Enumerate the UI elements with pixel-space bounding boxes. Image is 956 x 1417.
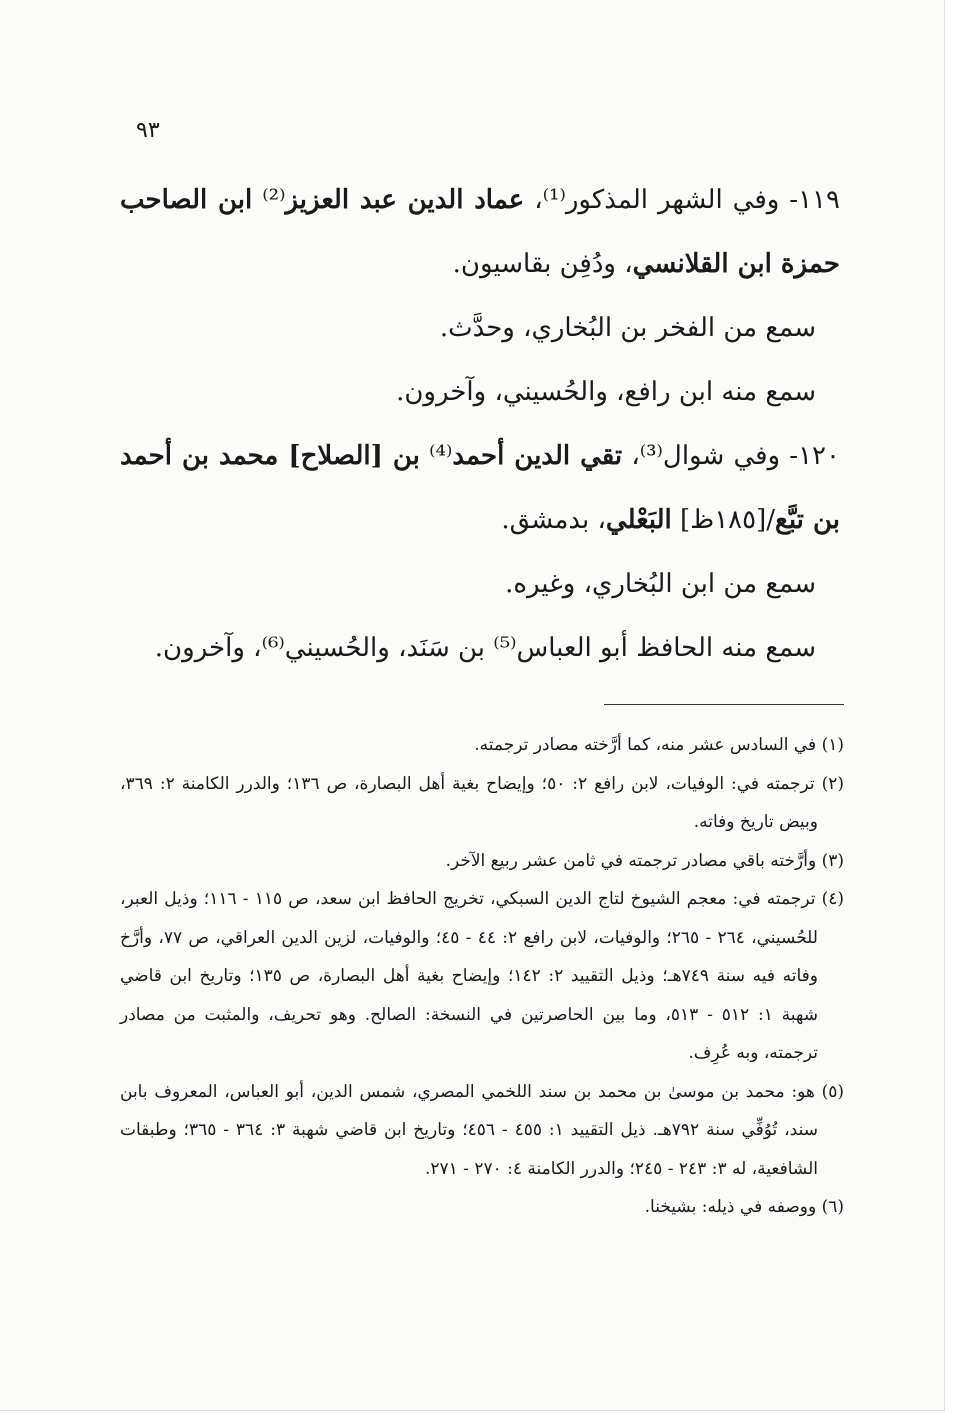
entry-text: ⁽⁴⁾ <box>419 441 453 471</box>
folio-marker: /[١٨٥ظ] <box>671 505 775 535</box>
entry-text: وفي شوال⁽³⁾، <box>622 441 790 471</box>
entry-number: ١٢٠- <box>789 441 840 471</box>
entry-119 <box>120 168 840 296</box>
heard-by-line: سمع منه الحافظ أبو العباس⁽⁵⁾ بن سَنَد، والحُسيني⁽⁶⁾، وآخرون. <box>154 633 816 663</box>
footnotes <box>120 726 844 1227</box>
person-lineage: ابن الصاحب حمزة ابن القلانسي <box>120 185 840 279</box>
page-number: ٩٣ <box>136 118 160 143</box>
entry-number: ١١٩- <box>789 185 840 215</box>
entry-text: ، ودُفِن بقاسيون. <box>452 249 633 279</box>
person-nisba: البَعْلي <box>605 505 672 535</box>
person-name: عماد الدين عبد العزيز <box>285 185 525 215</box>
entry-text: وفي الشهر المذكور⁽¹⁾، <box>524 185 790 215</box>
footnote: (٢) ترجمته في: الوفيات، لابن رافع ٢: ٥٠؛ وإيضاح بغية أهل البصارة، ص ١٣٦؛ والدرر الكامنة ٢: ٣٦٩، وبيض تاريخ وفاته. <box>120 773 844 832</box>
footnote: (٥) هو: محمد بن موسىٰ بن محمد بن سند اللخمي المصري، شمس الدين، أبو العباس، المعروف بابن سند، تُوُفِّي سنة ٧٩٢هـ. ذيل التقييد ١: ٤٥٥ - ٤٥٦؛ وتاريخ ابن قاضي شهبة ٣: ٣٦٤ - ٣٦٥؛ وطبقات الشافعية، له ٣: ٢٤٣ - ٢٤٥؛ والدرر الكامنة ٤: ٢٧٠ - ٢٧١. <box>120 1081 844 1179</box>
footnote: (١) في السادس عشر منه، كما أرَّخته مصادر ترجمته. <box>474 735 844 755</box>
heard-from-line: سمع من الفخر بن البُخاري، وحدَّث. <box>439 313 816 343</box>
footnote: (٦) ووصفه في ذيله: بشيخنا. <box>644 1197 844 1217</box>
person-lineage: بن [الصلاح] محمد بن أحمد بن تبَّع <box>120 441 840 535</box>
main-text <box>120 168 840 680</box>
entry-text: ⁽²⁾ <box>252 185 286 215</box>
heard-by-line: سمع منه ابن رافع، والحُسيني، وآخرون. <box>396 377 816 407</box>
footnote: (٤) ترجمته في: معجم الشيوخ لتاج الدين السبكي، تخريج الحافظ ابن سعد، ص ١١٥ - ١١٦؛ وذيل العبر، للحُسيني، ٢٦٤ - ٢٦٥؛ والوفيات، لابن رافع ٢: ٤٤ - ٤٥؛ والوفيات، لزين الدين العراقي، ص ٧٧، وأرَّخ وفاته فيه سنة ٧٤٩هـ؛ وذيل التقييد ٢: ١٤٢؛ وإيضاح بغية أهل البصارة، ص ١٣٥؛ وتاريخ ابن قاضي شهبة ١: ٥١٢ - ٥١٣، وما بين الحاصرتين في النسخة: الصالح. وهو تحريف، والمثبت من مصادر ترجمته، وبه عُرِف. <box>120 889 844 1063</box>
footnote-separator <box>604 704 844 705</box>
heard-from-line: سمع من ابن البُخاري، وغيره. <box>505 569 816 599</box>
person-name: تقي الدين أحمد <box>452 441 623 471</box>
footnote: (٣) وأرَّخته باقي مصادر ترجمته في ثامن عشر ربيع الآخر. <box>445 850 844 871</box>
entry-120 <box>120 424 840 552</box>
entry-text: ، بدمشق. <box>501 505 606 535</box>
